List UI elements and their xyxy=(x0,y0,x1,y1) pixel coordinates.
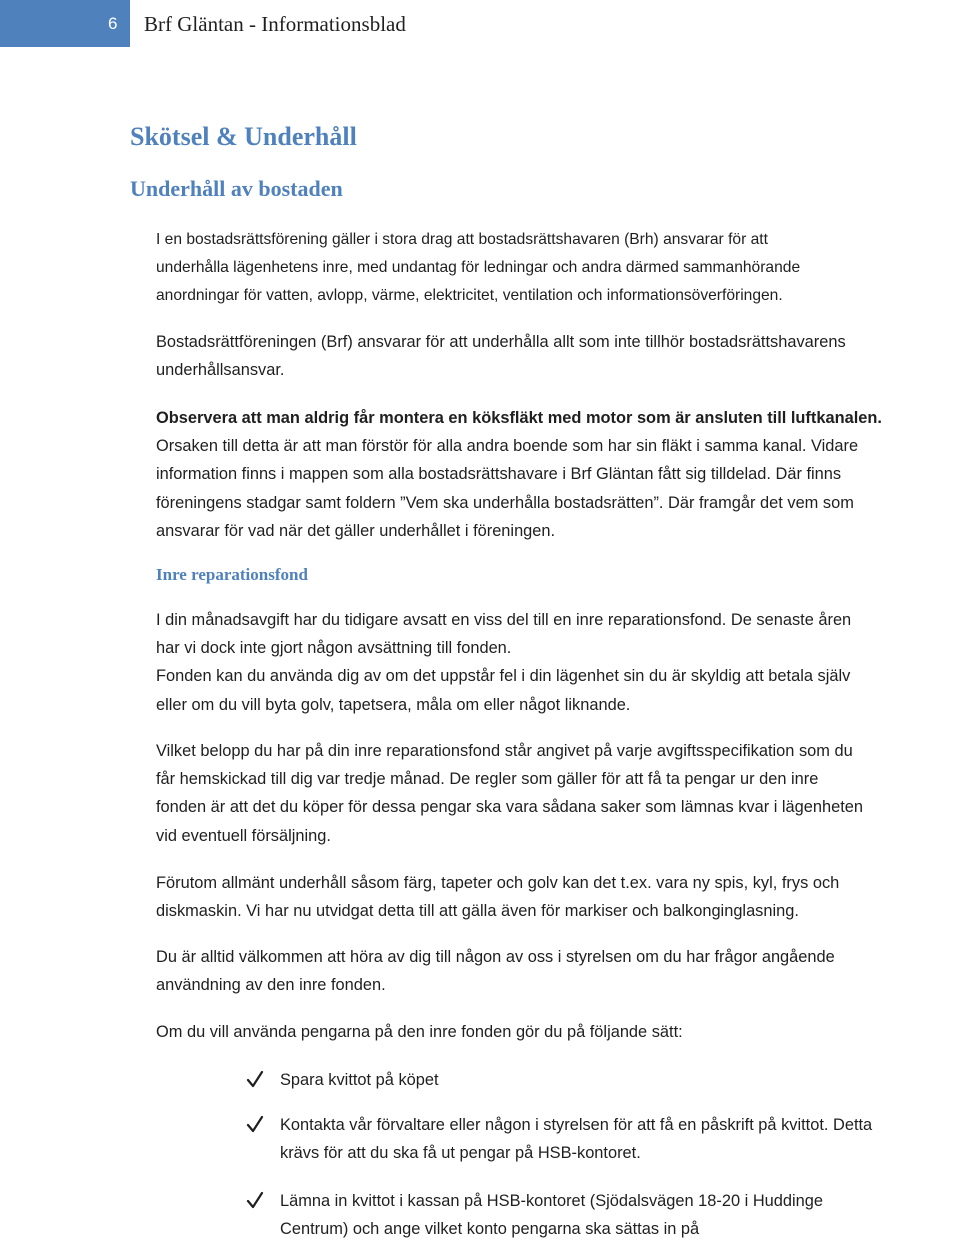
intro-paragraph-3 xyxy=(156,404,956,545)
fund-paragraph-1 xyxy=(156,606,956,719)
text-line: Bostadsrättföreningen (Brf) ansvarar för att underhålla allt som inte tillhör bostadsrättshavarens xyxy=(156,333,846,351)
text-line: får hemskickad till dig var tredje månad. De regler som gäller för att få ta pengar ur den inre xyxy=(156,770,819,789)
text-line: ansvarar för vad när det gäller underhållet i föreningen. xyxy=(156,521,556,540)
checklist-text xyxy=(280,1066,960,1094)
subsection-heading: Underhåll av bostaden xyxy=(130,176,343,201)
fund-paragraph-2 xyxy=(156,737,956,850)
fund-paragraph-3 xyxy=(156,869,956,925)
checkmark-icon xyxy=(246,1190,264,1210)
text-line: underhålla lägenhetens inre, med undantag för ledningar och andra därmed sammanhörande xyxy=(156,259,801,277)
text-line: krävs för att du ska få ut pengar på HSB-kontoret. xyxy=(280,1144,641,1163)
text-line: eller om du vill byta golv, tapetsera, måla om eller något liknande. xyxy=(156,695,631,714)
intro-paragraph-2 xyxy=(156,328,956,384)
text-line: Om du vill använda pengarna på den inre fonden gör du på följande sätt: xyxy=(156,1023,683,1041)
checklist-text xyxy=(280,1111,960,1167)
text-line: vid eventuell försäljning. xyxy=(156,826,331,845)
text-line: föreningens stadgar samt foldern ”Vem ska underhålla bostadsrätten”. Där framgår det vem som xyxy=(156,493,854,512)
page-number: 6 xyxy=(108,14,118,33)
text-line: anordningar för vatten, avlopp, värme, elektricitet, ventilation och informationsöverföringen. xyxy=(156,287,783,305)
running-title: Brf Gläntan - Informationsblad xyxy=(144,12,406,36)
text-line: Förutom allmänt underhåll såsom färg, tapeter och golv kan det t.ex. vara ny spis, kyl, frys och xyxy=(156,874,840,892)
text-line: Kontakta vår förvaltare eller någon i styrelsen för att få en påskrift på kvittot. Detta xyxy=(280,1116,873,1134)
fund-paragraph-4 xyxy=(156,943,956,999)
text-line: har vi dock inte gjort någon avsättning till fonden. xyxy=(156,639,512,658)
text-line: Centrum) och ange vilket konto pengarna ska sättas in på xyxy=(280,1220,700,1239)
checkmark-icon xyxy=(246,1114,264,1134)
fund-heading: Inre reparationsfond xyxy=(156,565,308,584)
text-line: fonden är att det du köper för dessa pengar ska vara sådana saker som lämnas kvar i lägenheten xyxy=(156,798,864,817)
text-line: information finns i mappen som alla bostadsrättshavare i Brf Gläntan fått sig tilldelad. Där finns xyxy=(156,465,842,484)
text-line: Orsaken till detta är att man förstör för alla andra boende som har sin fläkt i samma kanal. Vidare xyxy=(156,437,859,456)
text-line: underhållsansvar. xyxy=(156,361,285,380)
warning-text: Observera att man aldrig får montera en köksfläkt med motor som är ansluten till luftkanalen. xyxy=(156,409,882,427)
text-line: I en bostadsrättsförening gäller i stora drag att bostadsrättshavaren (Brh) ansvarar för att xyxy=(156,231,768,248)
section-heading: Skötsel & Underhåll xyxy=(130,122,357,151)
text-line: Lämna in kvittot i kassan på HSB-kontoret (Sjödalsvägen 18-20 i Huddinge xyxy=(280,1192,824,1210)
text-line: Du är alltid välkommen att höra av dig till någon av oss i styrelsen om du har frågor angående xyxy=(156,948,835,966)
checkmark-icon xyxy=(246,1069,264,1089)
text-line: I din månadsavgift har du tidigare avsatt en viss del till en inre reparationsfond. De senaste åren xyxy=(156,611,852,629)
page-header xyxy=(0,0,960,60)
checklist-text xyxy=(280,1187,960,1243)
text-line: Vilket belopp du har på din inre reparationsfond står angivet på varje avgiftsspecifikation som du xyxy=(156,742,853,760)
text-line: diskmaskin. Vi har nu utvidgat detta till att gälla även för markiser och balkonginglasning. xyxy=(156,902,799,921)
fund-paragraph-5 xyxy=(156,1018,956,1046)
intro-paragraph-1 xyxy=(156,226,956,311)
text-line: Spara kvittot på köpet xyxy=(280,1071,439,1089)
page-number-box xyxy=(0,0,130,47)
text-line: Fonden kan du använda dig av om det uppstår fel i din lägenhet sin du är skyldig att betala själv xyxy=(156,667,851,686)
text-line: användning av den inre fonden. xyxy=(156,976,386,995)
